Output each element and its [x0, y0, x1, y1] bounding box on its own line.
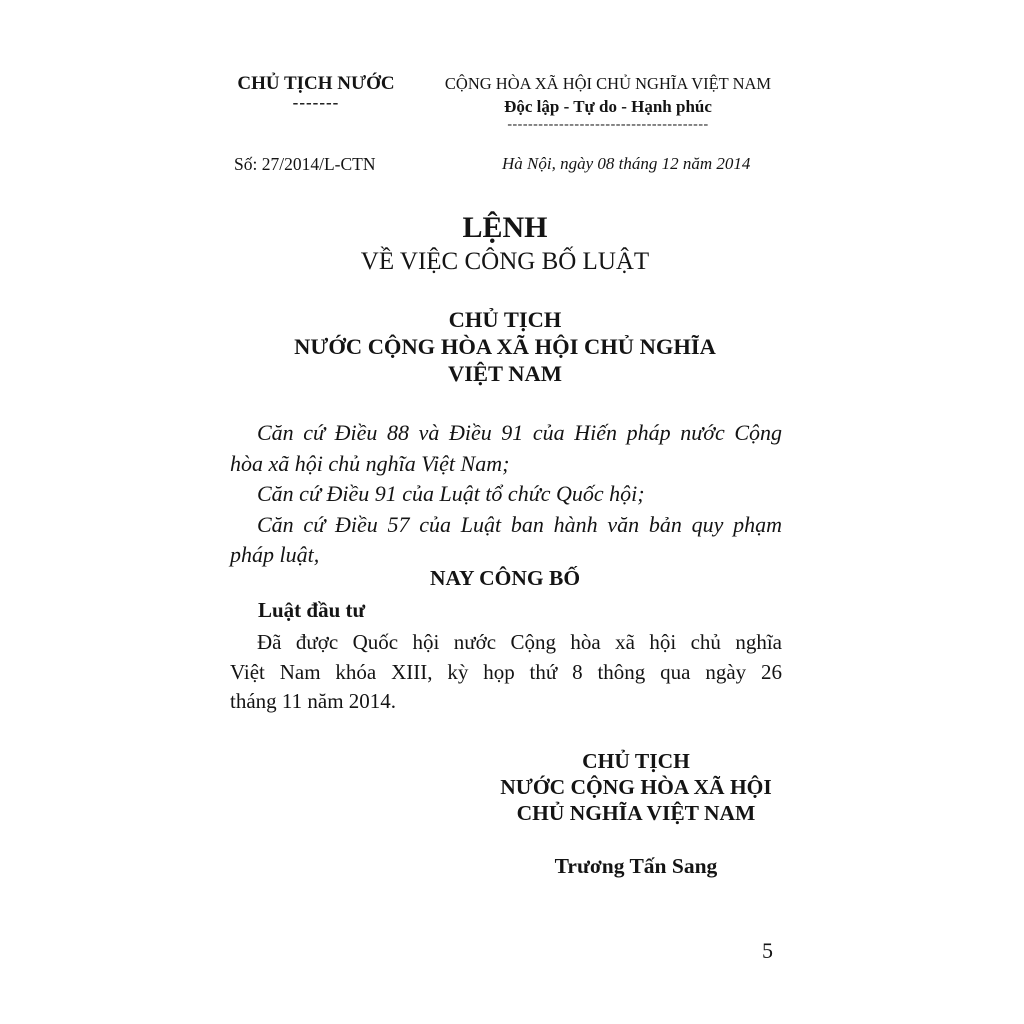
document-title: LỆNH: [462, 211, 548, 244]
signer-title-line: CHỦ NGHĨA VIỆT NAM: [516, 801, 756, 825]
law-name: Luật đầu tư: [258, 598, 366, 622]
authority-line: NƯỚC CỘNG HÒA XÃ HỘI CHỦ NGHĨA: [294, 334, 716, 359]
motto-divider: ---------------------------------------: [507, 117, 709, 132]
legal-basis: [230, 418, 782, 571]
signer-name: Trương Tấn Sang: [554, 854, 718, 878]
issuer-title: CHỦ TỊCH NƯỚC: [237, 73, 395, 94]
signer-title-line: CHỦ TỊCH: [582, 749, 690, 773]
signer-title-line: NƯỚC CỘNG HÒA XÃ HỘI: [500, 775, 772, 799]
issuer-block: [228, 72, 404, 110]
national-motto-block: [426, 72, 790, 132]
basis-line: Căn cứ Điều 57 của Luật ban hành văn bản quy phạm: [257, 511, 782, 537]
basis-line: pháp luật,: [230, 542, 320, 567]
document-title-block: [232, 210, 778, 278]
document-number: Số: 27/2014/L-CTN: [234, 154, 376, 174]
adoption-line: Đã được Quốc hội nước Cộng hòa xã hội chủ nghĩa: [257, 630, 782, 654]
country-name: CỘNG HÒA XÃ HỘI CHỦ NGHĨA VIỆT NAM: [444, 74, 772, 93]
basis-line: Căn cứ Điều 91 của Luật tổ chức Quốc hội;: [257, 481, 645, 506]
authority-line: CHỦ TỊCH: [448, 307, 562, 332]
adoption-line: tháng 11 năm 2014.: [230, 689, 397, 713]
issuing-authority: [232, 306, 778, 387]
issuer-divider: -------: [292, 93, 340, 112]
page-number: 5: [762, 938, 773, 963]
signer-title-block: [452, 748, 820, 826]
adoption-statement: [230, 628, 782, 717]
place-and-date: Hà Nội, ngày 08 tháng 12 năm 2014: [502, 154, 751, 173]
authority-line: VIỆT NAM: [448, 361, 562, 386]
document-subtitle: VỀ VIỆC CÔNG BỐ LUẬT: [360, 248, 650, 275]
national-motto: Độc lập - Tự do - Hạnh phúc: [504, 97, 712, 116]
basis-line: hòa xã hội chủ nghĩa Việt Nam;: [230, 450, 510, 476]
proclamation-heading: NAY CÔNG BỐ: [429, 566, 581, 590]
basis-line: Căn cứ Điều 88 và Điều 91 của Hiến pháp nước Cộng: [257, 420, 782, 445]
adoption-line: Việt Nam khóa XIII, kỳ họp thứ 8 thông qua ngày 26: [230, 659, 782, 684]
